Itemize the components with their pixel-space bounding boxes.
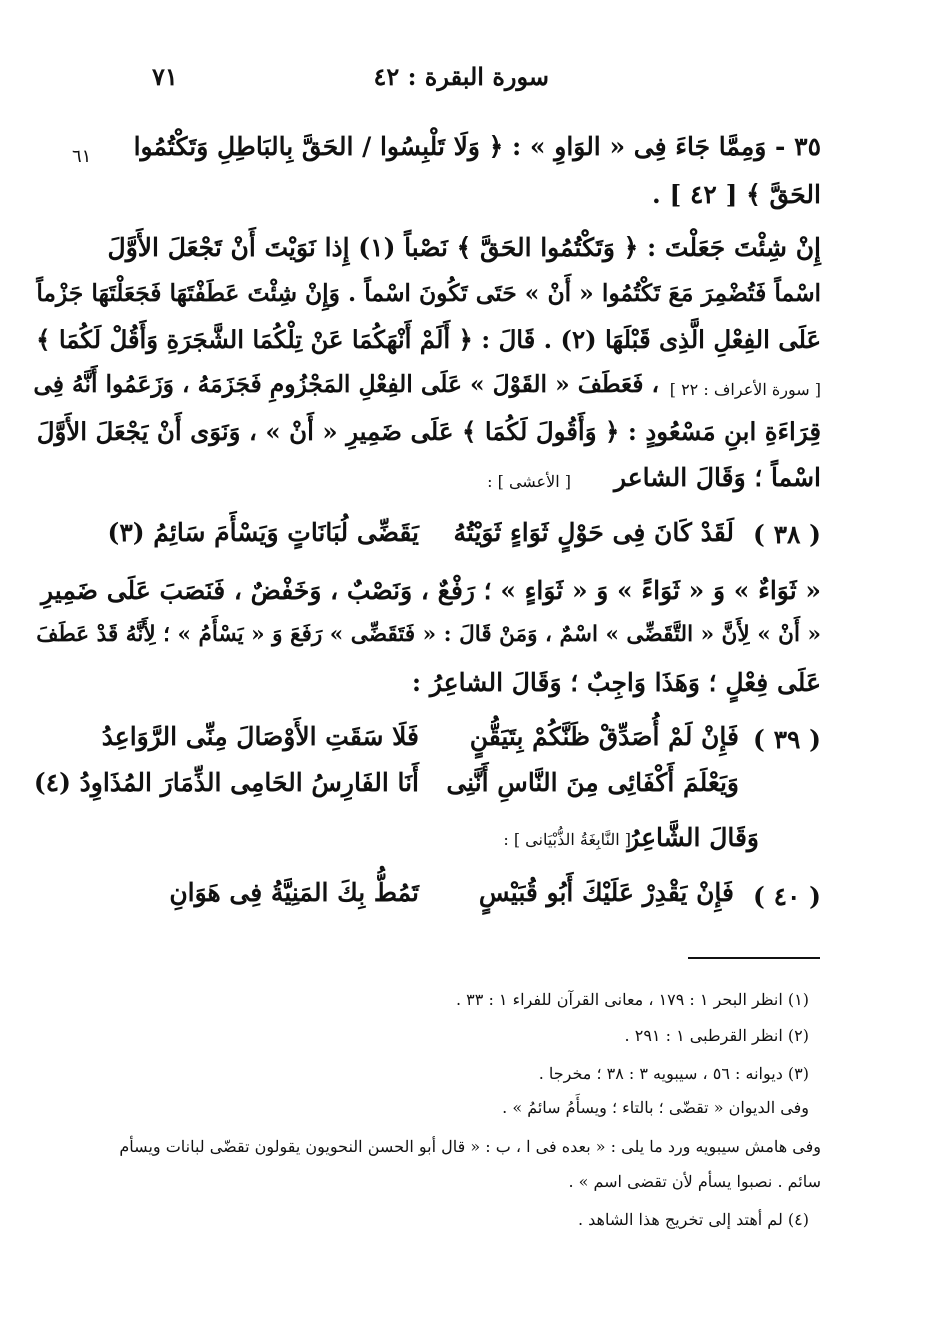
poet-citation-asha: [ الأعشى ] : (487, 472, 571, 491)
entry-35-line-2: الحَقَّ ﴾ [ ٤٢ ] . (652, 180, 821, 209)
verse-39-line-2-second-hemistich: أَنَا الفَارِسُ الحَامِى الذِّمَارَ المُذَاوِدُ (٤) (33, 768, 419, 797)
paragraph-2-line-1: « ثَوَاءٌ » وَ « ثَوَاءً » وَ « ثَوَاءٍ » ؛ رَفْعٌ ، وَنَصْبٌ ، وَخَفْضٌ ، فَنَصَبَ عَلَى ضَمِيرِ (40, 576, 821, 605)
paragraph-1-line-6: اسْماً ؛ وَقَالَ الشاعر (613, 463, 821, 492)
footnote-2: (٢) انظر القرطبى ١ : ٢٩١ . (624, 1026, 809, 1045)
verse-39-line-2-first-hemistich: وَيَعْلَمَ أَكْفَائِى مِنَ النَّاسِ أَنَّنِى (446, 768, 739, 797)
footnote-3-sibawayh-margin: وفى هامش سيبويه ورد ما يلى : « بعده فى ا ، ب : « قال أبو الحسن النحويون يقولون تقضّى لبانات ويسأم (119, 1137, 821, 1156)
paragraph-1-line-2: اسْماً فَتُضْمِرَ مَعَ تَكْتُمُوا « أَنْ » حَتَى تَكُونَ اسْماً . وَإِنْ شِئْتَ عَطَفْتَهَا فَجَعَلْتَهَا جَزْماً (36, 279, 821, 307)
footnote-3-diwan-note: وفى الديوان « تقضّى ؛ بالتاء ؛ ويسأَمُ سائمُ » . (502, 1098, 809, 1117)
verse-39-line-1-first-hemistich: فَإِنْ لَمْ أُصَدِّقْ ظَنَّكُمْ بِتَيَقُّنٍ (469, 722, 739, 751)
footnote-1: (١) انظر البحر ١ : ١٧٩ ، معانى القرآن للفراء ١ : ٣٣ . (456, 990, 809, 1009)
verse-39-number: ( ٣٩ ) (753, 725, 821, 754)
surah-reference-header: سورة البقرة : ٤٢ (373, 62, 549, 91)
paragraph-2-line-2: « أَنْ » لِأَنَّ « التَّقَضِّى » اسْمٌ ، وَمَنْ قَالَ : « فَتَقَضِّى » رَفَعَ وَ « يَسْأَمُ » ؛ لِأَنَّهُ قَدْ عَطَفَ (36, 622, 821, 647)
margin-note: ٦١ (72, 146, 92, 167)
verse-40-first-hemistich: فَإِنْ يَقْدِرْ عَلَيْكَ أَبُو قُبَيْسٍ (478, 878, 734, 907)
page-number: ٧١ (152, 62, 178, 91)
verse-38-second-hemistich: يَقَضِّى لُبَانَاتٍ وَيَسْأَمَ سَائِمُ (٣) (107, 518, 419, 547)
entry-35-line-1: ٣٥ - وَمِمَّا جَاءَ فِى « الوَاوِ » : ﴿ وَلَا تَلْبِسُوا / الحَقَّ بِالبَاطِلِ وَتَكْتُمُوا (133, 132, 821, 161)
footnote-3: (٣) ديوانه : ٥٦ ، سيبويه ٣ : ٣٨ ؛ مخرجا . (538, 1064, 809, 1083)
footnote-3-continuation: سائم . نصبوا يسأم لأن تقضى اسم » . (568, 1172, 821, 1191)
verse-38-number: ( ٣٨ ) (753, 520, 821, 549)
verse-40-number: ( ٤٠ ) (753, 882, 821, 911)
quran-citation-araf: [ سورة الأعراف : ٢٢ ] (669, 380, 821, 399)
paragraph-1-line-5: قِرَاءَةِ ابنِ مَسْعُودٍ : ﴿ وَأَقُولَ لَكُمَا ﴾ عَلَى ضَمِيرِ « أَنْ » ، وَنَوَى أَنْ يَجْعَلَ الأَوَّلَ (36, 417, 821, 446)
verse-40-second-hemistich: تَمُطُّ بِكَ المَنِيَّةُ فِى هَوَانِ (169, 878, 419, 907)
poet-intro-nabigha: وَقَالَ الشَّاعِرُ (627, 823, 759, 852)
poet-citation-nabigha: [ النَّابِغَةُ الذُّبْيَانى ] : (503, 830, 631, 849)
paragraph-1-line-1: إِنْ شِئْتَ جَعَلْتَ : ﴿ وَتَكْتُمُوا الحَقَّ ﴾ نَصْباً (١) إِذا نَوَيْتَ أَنْ تَجْعَلَ الأَوَّلَ (107, 233, 821, 262)
footnote-separator (688, 957, 820, 959)
paragraph-1-line-3: عَلَى الفِعْلِ الَّذِى قَبْلَهَا (٢) . قَالَ : ﴿ أَلَمْ أَنْهَكُمَا عَنْ تِلْكُمَا الشَّجَرَةِ وَأَقُلْ لَكُمَا ﴾ (36, 325, 821, 354)
paragraph-1-line-4: ، فَعَطَفَ « القَوْلَ » عَلَى الفِعْلِ المَجْزُومِ فَجَزَمَهُ ، وَزَعَمُوا أَنَّهُ فِى (33, 371, 659, 398)
verse-38-first-hemistich: لَقَدْ كَانَ فِى حَوْلٍ ثَوَاءٍ ثَوَيْتُهُ (453, 518, 734, 547)
paragraph-2-line-3: عَلَى فِعْلٍ ؛ وَهَذَا وَاجِبٌ ؛ وَقَالَ الشاعِرُ : (411, 668, 821, 697)
verse-39-line-1-second-hemistich: فَلَا سَقَتِ الأَوْصَالَ مِنِّى الرَّوَاعِدُ (101, 722, 419, 751)
footnote-4: (٤) لم أهتد إلى تخريج هذا الشاهد . (577, 1210, 809, 1229)
